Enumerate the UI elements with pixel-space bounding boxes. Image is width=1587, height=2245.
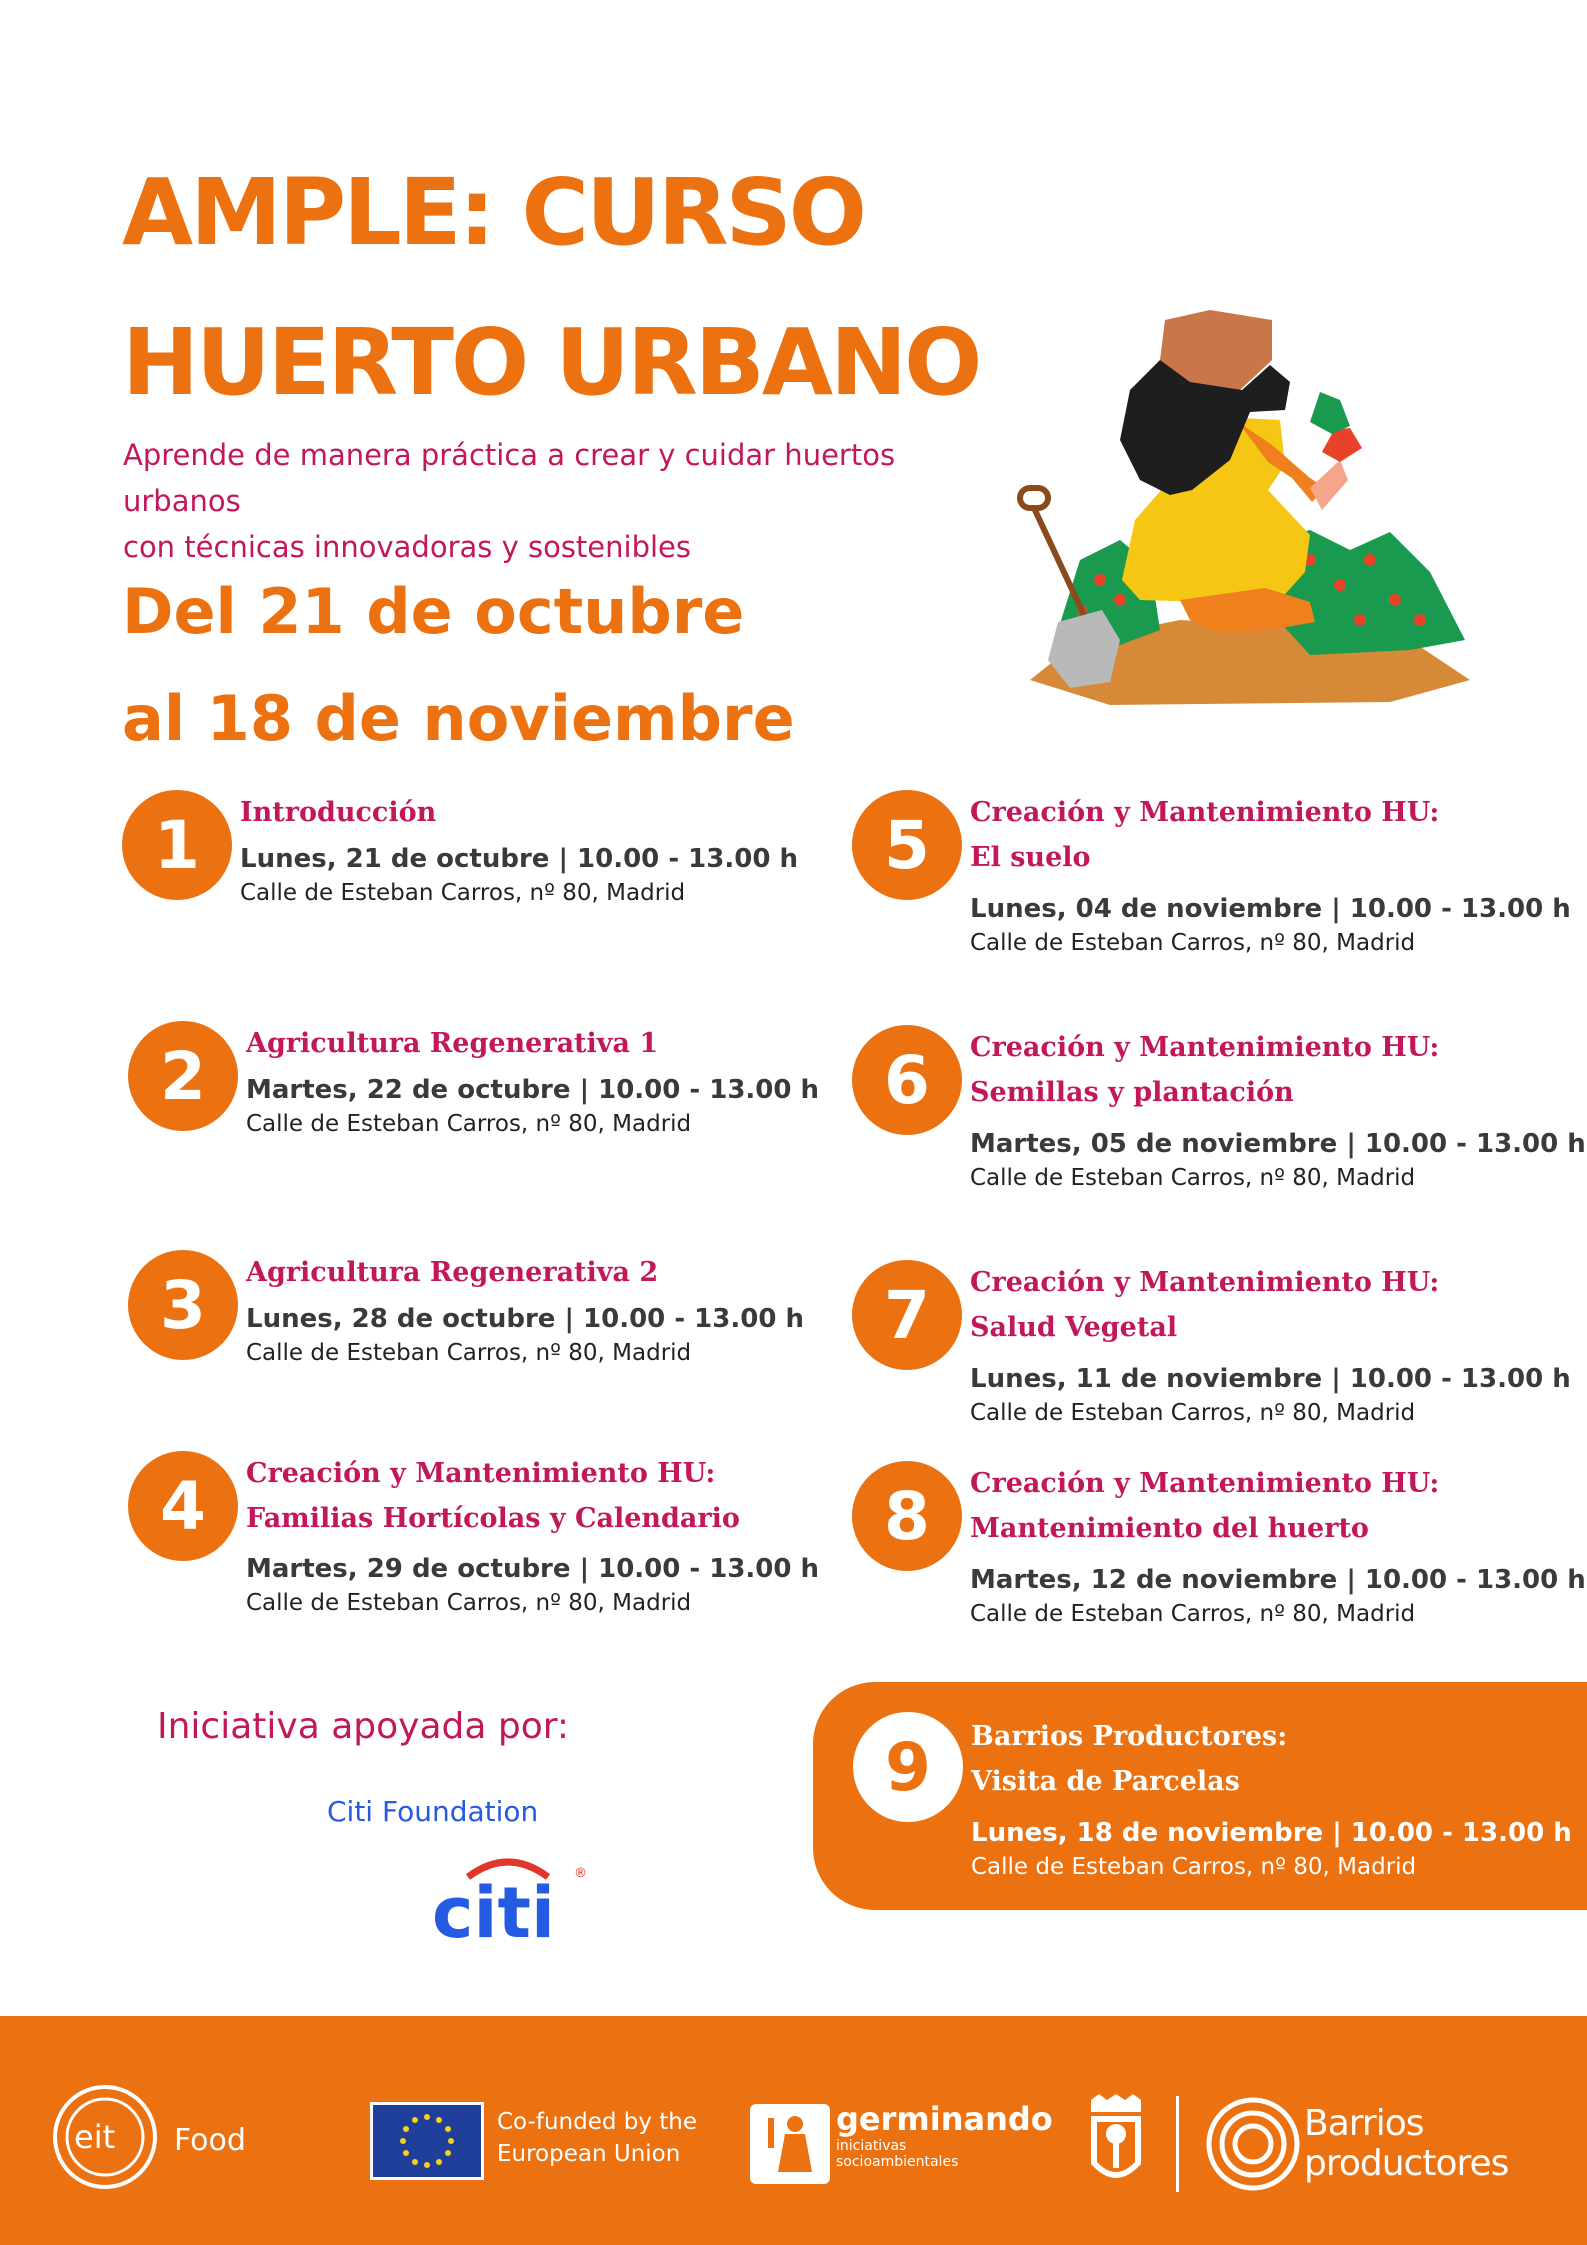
- session-date: Lunes, 28 de octubre | 10.00 - 13.00 h: [246, 1304, 804, 1334]
- barrios-productores-text: [1304, 2104, 1508, 2184]
- session-title: [246, 1021, 658, 1066]
- title-line-1: AMPLE: CURSO: [122, 159, 865, 266]
- session-title-line: El suelo: [970, 842, 1091, 873]
- session-title-line: Introducción: [240, 797, 437, 828]
- title-line-2: HUERTO URBANO: [122, 309, 980, 416]
- session-number-badge: 3: [128, 1250, 238, 1360]
- citi-logo-text: citi: [432, 1872, 555, 1945]
- session-title: [970, 1025, 1439, 1115]
- barrios-productores-logo: [1205, 2096, 1301, 2192]
- session-title-line: Agricultura Regenerativa 2: [246, 1257, 659, 1288]
- session-address: Calle de Esteban Carros, nº 80, Madrid: [970, 1400, 1416, 1426]
- session-number-badge: 9: [853, 1712, 963, 1822]
- session-6: [852, 1025, 1586, 1205]
- session-title: [246, 1451, 740, 1541]
- session-title: [970, 1260, 1439, 1350]
- sponsor-name: Citi Foundation: [327, 1795, 539, 1828]
- eu-cofunded-text: [497, 2106, 697, 2170]
- germinando-logo: [750, 2104, 830, 2184]
- session-number-badge: 7: [852, 1260, 962, 1370]
- session-title-line: Creación y Mantenimiento HU:: [970, 1032, 1440, 1063]
- session-date: Lunes, 04 de noviembre | 10.00 - 13.00 h: [970, 894, 1571, 924]
- eu-flag-icon: [370, 2102, 484, 2180]
- session-address: Calle de Esteban Carros, nº 80, Madrid: [240, 880, 686, 906]
- session-title: [246, 1250, 658, 1295]
- session-title: [971, 1714, 1287, 1804]
- page-title: [122, 138, 979, 438]
- session-4: [128, 1451, 828, 1631]
- barrios-line-1: Barrios: [1304, 2103, 1424, 2144]
- session-9-panel: [813, 1682, 1587, 1910]
- session-number-badge: 2: [128, 1021, 238, 1131]
- course-dates: [122, 558, 795, 772]
- session-date: Martes, 22 de octubre | 10.00 - 13.00 h: [246, 1075, 820, 1105]
- session-address: Calle de Esteban Carros, nº 80, Madrid: [970, 1165, 1416, 1191]
- session-title-line: Barrios Productores:: [971, 1721, 1288, 1752]
- madrid-coat-of-arms-icon: [1085, 2094, 1147, 2194]
- eu-text-line-1: Co-funded by the: [497, 2109, 698, 2135]
- session-number-badge: 8: [852, 1461, 962, 1571]
- session-date: Martes, 12 de noviembre | 10.00 - 13.00 h: [970, 1565, 1586, 1595]
- session-5: [852, 790, 1571, 970]
- session-title-line: Creación y Mantenimiento HU:: [970, 1468, 1440, 1499]
- session-1: [122, 790, 822, 920]
- session-title-line: Creación y Mantenimiento HU:: [970, 1267, 1440, 1298]
- course-description: [123, 432, 1003, 570]
- session-title: [970, 790, 1439, 880]
- dates-line-2: al 18 de noviembre: [122, 682, 795, 755]
- eit-food-logo: [50, 2082, 290, 2192]
- support-label: Iniciativa apoyada por:: [157, 1706, 570, 1747]
- session-number-badge: 4: [128, 1451, 238, 1561]
- eu-text-line-2: European Union: [497, 2141, 681, 2167]
- session-title-line: Visita de Parcelas: [971, 1766, 1240, 1797]
- session-address: Calle de Esteban Carros, nº 80, Madrid: [970, 930, 1416, 956]
- citi-logo: [430, 1855, 590, 1945]
- session-title-line: Agricultura Regenerativa 1: [246, 1028, 659, 1059]
- session-number-badge: 5: [852, 790, 962, 900]
- dates-line-1: Del 21 de octubre: [122, 575, 745, 648]
- session-title-line: Creación y Mantenimiento HU:: [970, 797, 1440, 828]
- session-address: Calle de Esteban Carros, nº 80, Madrid: [971, 1854, 1417, 1880]
- session-address: Calle de Esteban Carros, nº 80, Madrid: [246, 1111, 692, 1137]
- description-line-2: con técnicas innovadoras y sostenibles: [123, 530, 691, 564]
- session-date: Martes, 29 de octubre | 10.00 - 13.00 h: [246, 1554, 820, 1584]
- session-number-badge: 1: [122, 790, 232, 900]
- session-number-badge: 6: [852, 1025, 962, 1135]
- session-date: Lunes, 11 de noviembre | 10.00 - 13.00 h: [970, 1364, 1571, 1394]
- session-title-line: Mantenimiento del huerto: [970, 1513, 1369, 1544]
- session-address: Calle de Esteban Carros, nº 80, Madrid: [970, 1601, 1416, 1627]
- gardener-illustration: [1010, 310, 1490, 710]
- session-date: Lunes, 18 de noviembre | 10.00 - 13.00 h: [971, 1818, 1572, 1848]
- session-date: Martes, 05 de noviembre | 10.00 - 13.00 h: [970, 1129, 1586, 1159]
- session-title: [240, 790, 436, 835]
- eit-food-label: Food: [174, 2123, 246, 2158]
- session-title-line: Salud Vegetal: [970, 1312, 1178, 1343]
- session-8: [852, 1461, 1586, 1641]
- germinando-tagline-1: iniciativas: [836, 2138, 907, 2154]
- germinando-text: [836, 2100, 1053, 2170]
- description-line-1: Aprende de manera práctica a crear y cuidar huertos urbanos: [123, 438, 896, 518]
- session-2: [128, 1021, 828, 1151]
- svg-text:®: ®: [574, 1866, 587, 1881]
- germinando-name: germinando: [836, 2100, 1053, 2138]
- barrios-line-2: productores: [1304, 2143, 1509, 2184]
- session-address: Calle de Esteban Carros, nº 80, Madrid: [246, 1590, 692, 1616]
- footer-divider: [1176, 2096, 1179, 2192]
- session-7: [852, 1260, 1571, 1440]
- session-address: Calle de Esteban Carros, nº 80, Madrid: [246, 1340, 692, 1366]
- germinando-tagline-2: socioambientales: [836, 2154, 959, 2170]
- session-title-line: Familias Hortícolas y Calendario: [246, 1503, 740, 1534]
- eit-logo-text: eit: [74, 2118, 116, 2156]
- footer-partners: [0, 2016, 1587, 2245]
- session-date: Lunes, 21 de octubre | 10.00 - 13.00 h: [240, 844, 798, 874]
- session-title-line: Creación y Mantenimiento HU:: [246, 1458, 716, 1489]
- session-title-line: Semillas y plantación: [970, 1077, 1294, 1108]
- session-3: [128, 1250, 828, 1380]
- session-title: [970, 1461, 1439, 1551]
